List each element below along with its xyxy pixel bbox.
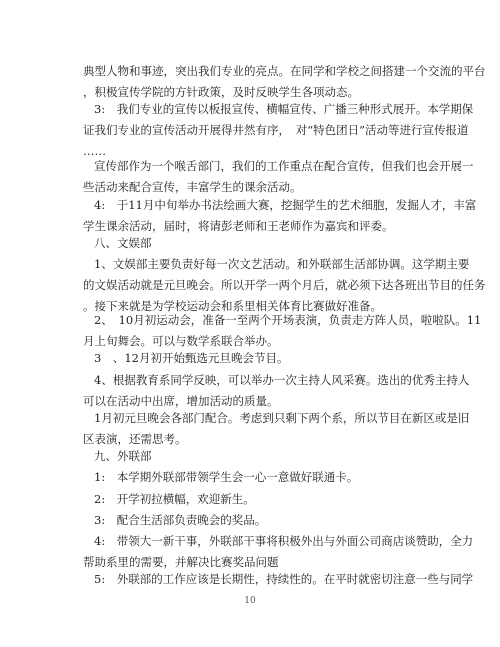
text-line: 些活动来配合宣传，丰富学生的课余活动。 [83, 180, 302, 194]
text-line: 帮助系里的需要，并解决比赛奖品问题 [83, 555, 279, 569]
page-number: 10 [244, 596, 256, 606]
text-line: 学生课余活动，届时，将请彭老师和王老师作为嘉宾和评委。 [83, 219, 394, 233]
text-line: 1月初元旦晚会各部门配合。考虑到只剩下两个系，所以节目在新区或是旧 [94, 411, 470, 425]
paragraph-entertainment-item-1 [83, 254, 486, 317]
paragraph-propaganda-focus [83, 156, 474, 198]
text-line: ，积极宣传学院的方针政策，及时反映学生各项动态。 [83, 85, 359, 99]
paragraph-entertainment-january [83, 408, 470, 450]
text-line: 1、文娱部主要负责好每一次文艺活动。和外联部生活部协调。这学期主要 [94, 257, 470, 271]
text-line: 3: 我们专业的宣传以板报宣传、横幅宣传、广播三种形式展开。本学期保 [94, 102, 474, 116]
text-line: 4、根据教育系同学反映，可以举办一次主持人风采赛。选出的优秀主持人 [94, 373, 470, 387]
paragraph-propaganda-item-3 [83, 99, 474, 162]
paragraph-entertainment-item-3 [83, 348, 428, 369]
paragraph-propaganda-item-4 [83, 195, 477, 237]
section-heading-entertainment [83, 233, 428, 254]
paragraph-liaison-item-3 [83, 510, 428, 531]
section-heading-external-liaison [83, 446, 428, 467]
text-line: 4: 带领大一新干事，外联部干事将积极外出与外面公司商店谈赞助，全力 [94, 534, 474, 548]
section-heading: 八、文娱部 [94, 236, 152, 250]
paragraph-liaison-item-4 [83, 531, 474, 573]
section-heading: 九、外联部 [94, 449, 152, 463]
text-line: 2、 10月初运动会，准备一至两个开场表演，负责走方阵人员，啦啦队。11 [94, 313, 482, 327]
text-line: 。接下来就是为学校运动会和系里相关体育比赛做好准备。 [83, 299, 382, 313]
text-line: 证我们专业的宣传活动开展得井然有序， 对“特色团日”活动等进行宣传报道 [83, 123, 469, 137]
text-line: 区表演，还需思考。 [83, 432, 187, 446]
text-line: 可以在活动中出席，增加活动的质量。 [83, 394, 279, 408]
text-line: 4: 于11月中旬举办书法绘画大赛，挖掘学生的艺术细胞，发掘人才，丰富 [94, 198, 477, 212]
paragraph-entertainment-item-2 [83, 310, 482, 352]
text-line: 5: 外联部的工作应该是长期性，持续性的。在平时就密切注意一些与同学 [94, 572, 474, 586]
text-line: …… [83, 144, 106, 158]
text-line: 典型人物和事迹，突出我们专业的亮点。在同学和学校之间搭建一个交流的平台 [83, 64, 486, 78]
text-line: 3 、12月初开始甄选元旦晚会节目。 [94, 351, 289, 365]
paragraph-liaison-item-2 [83, 489, 428, 510]
text-line: 的文娱活动就是元旦晚会。所以开学一两个月后，就必须下达各班出节目的任务 [83, 278, 486, 292]
text-line: 1: 本学期外联部带领学生会一心一意做好联通卡。 [94, 470, 359, 484]
paragraph-liaison-item-1 [83, 467, 428, 488]
text-line: 2: 开学初拉横幅，欢迎新生。 [94, 492, 255, 506]
text-line: 宣传部作为一个喉舌部门，我们的工作重点在配合宣传，但我们也会开展一 [94, 159, 474, 173]
paragraph-liaison-item-5 [83, 569, 474, 590]
text-line: 3: 配合生活部负责晚会的奖品。 [94, 513, 267, 527]
paragraph-propaganda-intro [83, 61, 486, 103]
paragraph-entertainment-item-4 [83, 370, 470, 412]
text-line: 月上旬舞会。可以与数学系联合举办。 [83, 334, 279, 348]
